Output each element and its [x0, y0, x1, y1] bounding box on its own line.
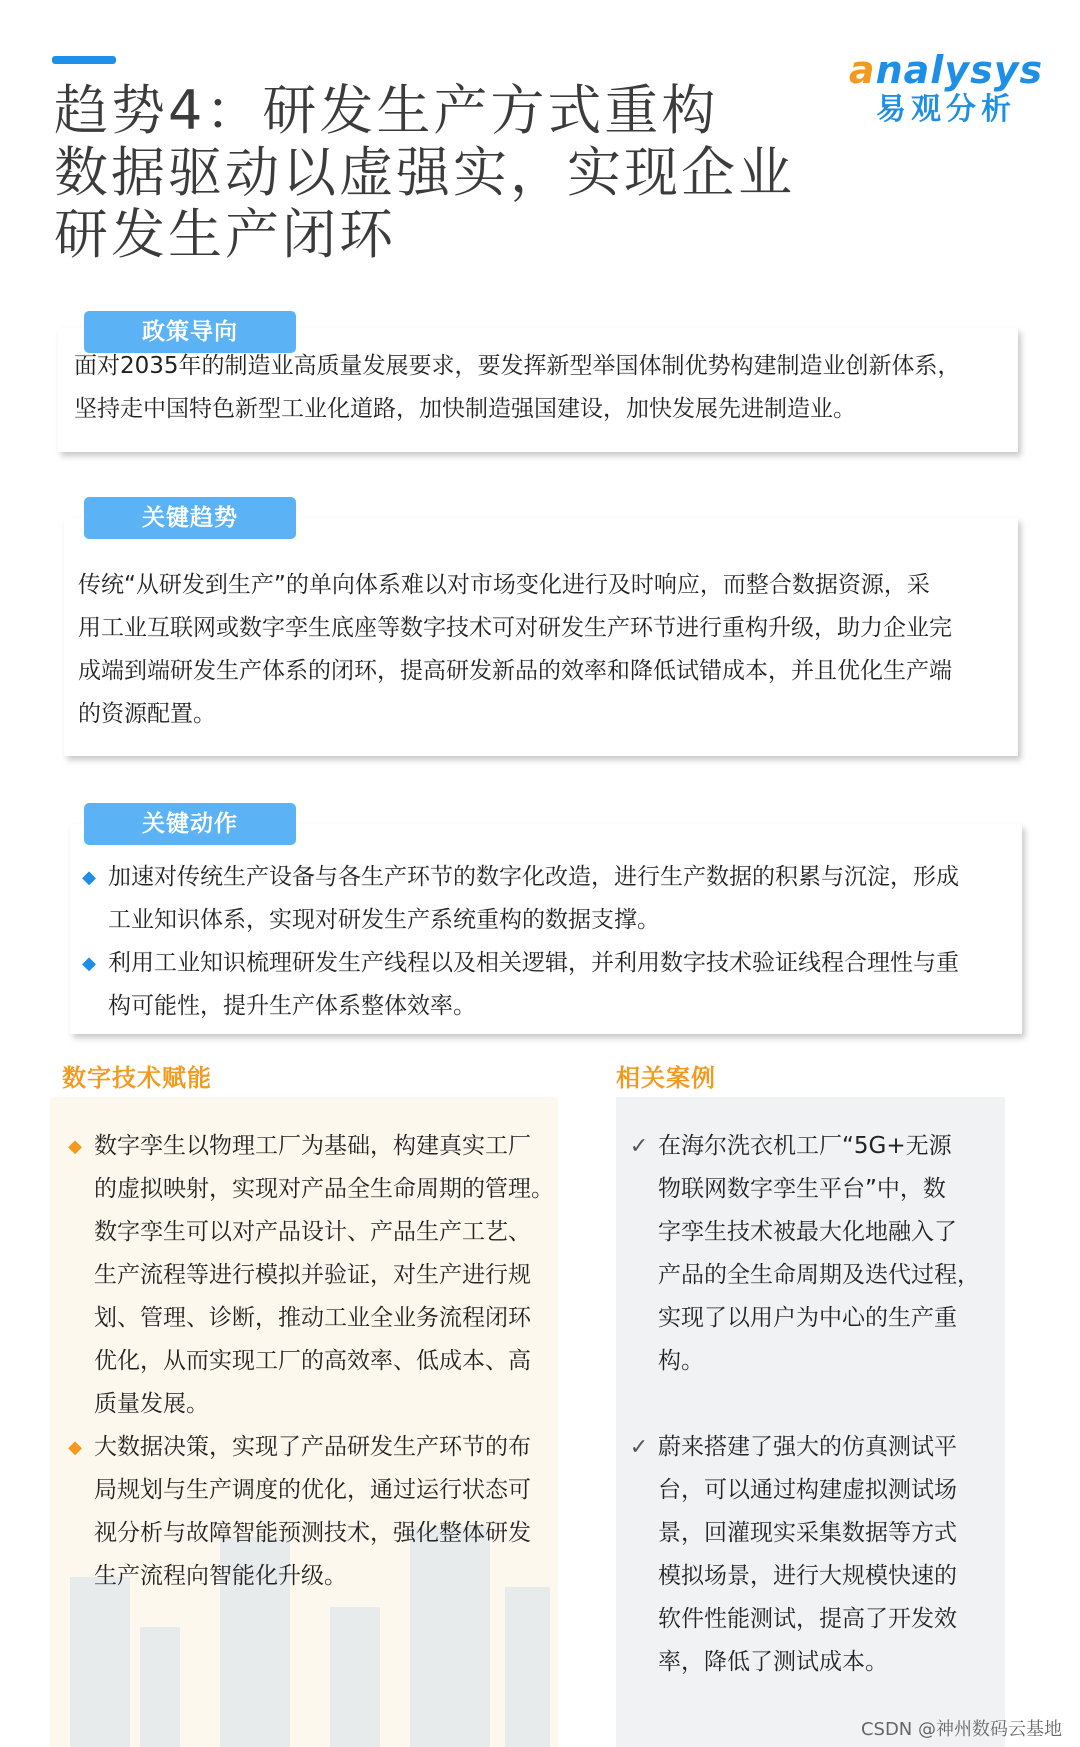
- cases-heading: 相关案例: [616, 1064, 716, 1092]
- policy-line: 面对2035年的制造业高质量发展要求，要发挥新型举国体制优势构建制造业创新体系，: [74, 353, 961, 379]
- digital-heading: 数字技术赋能: [62, 1064, 212, 1092]
- diamond-bullet-icon: ◆: [68, 1136, 82, 1157]
- cases-panel: [616, 1097, 1005, 1747]
- policy-tag: 政策导向: [84, 311, 296, 353]
- case-item: ✓ 蔚来搭建了强大的仿真测试平 台，可以通过构建虚拟测试场 景，回灌现实采集数据等方式 模拟场景，进行大规模快速的 软件性能测试，提高了开发效 率，降低了测试成本。: [622, 1426, 1000, 1684]
- action-item: ◆ 利用工业知识梳理研发生产线程以及相关逻辑，并利用数字技术验证线程合理性与重 构可能性，提升生产体系整体效率。: [72, 942, 1017, 1028]
- diamond-bullet-icon: ◆: [82, 953, 96, 974]
- logo-chinese-name: 易观分析: [876, 92, 1016, 127]
- city-skyline-decoration: [70, 1577, 130, 1747]
- title-accent-bar: [52, 56, 116, 64]
- trend-box: [64, 518, 1018, 756]
- trend-tag: 关键趋势: [84, 497, 296, 539]
- digital-item: ◆ 数字孪生以物理工厂为基础，构建真实工厂 的虚拟映射，实现对产品全生命周期的管理。 数字孪生可以对产品设计、产品生产工艺、 生产流程等进行模拟并验证，对生产进行规 划、管理、诊断，推动工业全业务流程闭环 优化，从而实现工厂的高效率、低成本、高 质量发展。: [58, 1125, 558, 1426]
- trend-line: 传统“从研发到生产”的单向体系难以对市场变化进行及时响应，而整合数据资源，采: [78, 572, 930, 598]
- digital-item: ◆ 大数据决策，实现了产品研发生产环节的布 局规划与生产调度的优化，通过运行状态可 视分析与故障智能预测技术，强化整体研发 生产流程向智能化升级。: [58, 1426, 558, 1598]
- policy-line: 坚持走中国特色新型工业化道路，加快制造强国建设，加快发展先进制造业。: [74, 396, 856, 422]
- title-line-3: 研发生产闭环: [54, 203, 396, 266]
- action-item: ◆ 加速对传统生产设备与各生产环节的数字化改造，进行生产数据的积累与沉淀，形成 工业知识体系，实现对研发生产系统重构的数据支撑。: [72, 856, 1017, 942]
- diamond-bullet-icon: ◆: [82, 867, 96, 888]
- case-item: ✓ 在海尔洗衣机工厂“5G+无源 物联网数字孪生平台”中，数 字孪生技术被最大化地融入了 产品的全生命周期及迭代过程， 实现了以用户为中心的生产重 构。: [622, 1125, 1000, 1383]
- checkmark-icon: ✓: [629, 1435, 649, 1460]
- action-box: [70, 824, 1022, 1034]
- logo-wordmark: analysys: [848, 48, 1044, 92]
- analysys-logo: [846, 48, 1046, 128]
- page-title: [54, 80, 814, 266]
- csdn-watermark: CSDN @神州数码云基地: [860, 1719, 1062, 1740]
- diamond-bullet-icon: ◆: [68, 1437, 82, 1458]
- title-line-1: 趋势4：研发生产方式重构: [54, 79, 719, 142]
- title-line-2: 数据驱动以虚强实，实现企业: [54, 141, 795, 204]
- digital-panel: [50, 1097, 558, 1747]
- action-tag: 关键动作: [84, 803, 296, 845]
- trend-line: 成端到端研发生产体系的闭环，提高研发新品的效率和降低试错成本，并且优化生产端: [78, 658, 952, 684]
- checkmark-icon: ✓: [629, 1134, 649, 1159]
- trend-line: 的资源配置。: [78, 701, 216, 727]
- trend-line: 用工业互联网或数字孪生底座等数字技术可对研发生产环节进行重构升级，助力企业完: [78, 615, 952, 641]
